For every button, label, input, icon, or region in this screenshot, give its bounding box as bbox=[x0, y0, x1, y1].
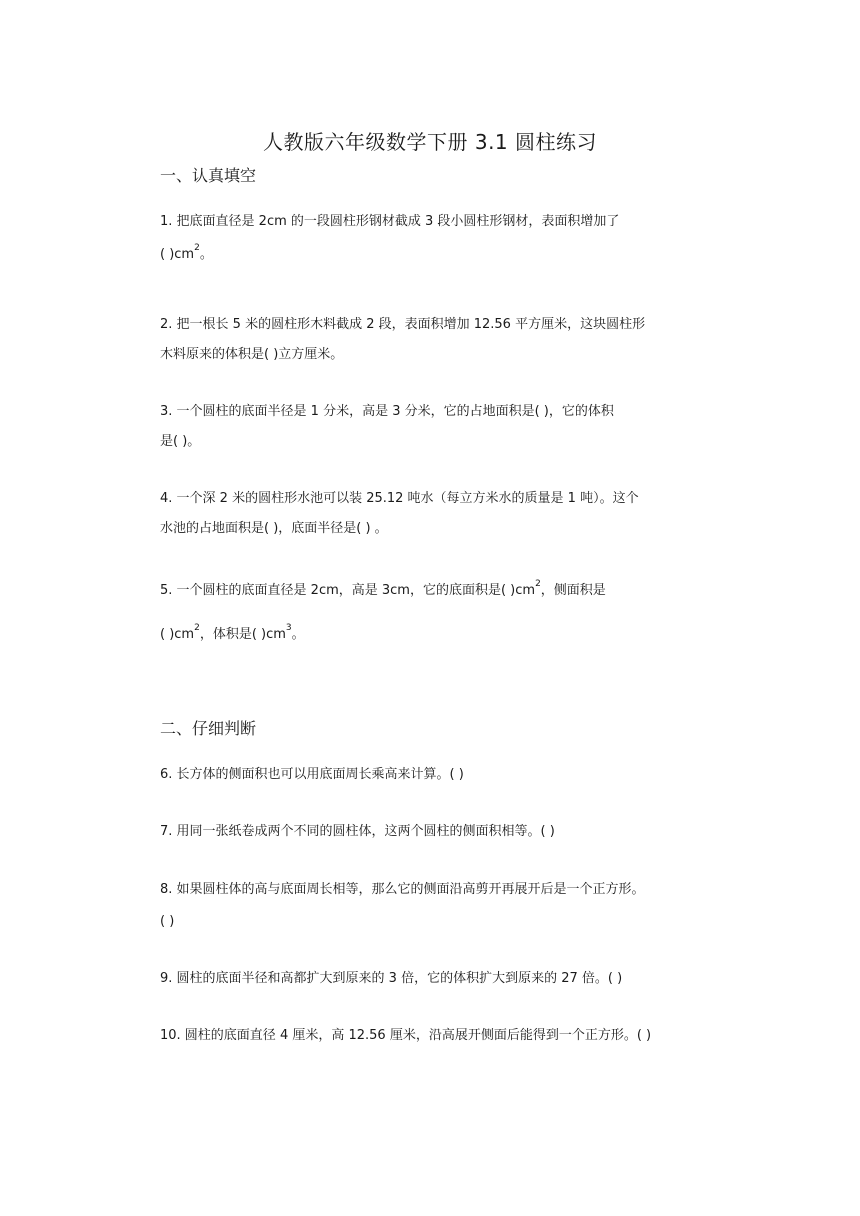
question-5-text-b: ，侧面积是 bbox=[540, 583, 606, 598]
superscript: 2 bbox=[194, 243, 200, 253]
question-5-text-c: ( )cm bbox=[160, 627, 195, 642]
question-6-line-1: 6. 长方体的侧面积也可以用底面周长乘高来计算。( ) bbox=[160, 767, 464, 782]
question-9-line-1: 9. 圆柱的底面半径和高都扩大到原来的 3 倍，它的体积扩大到原来的 27 倍。( ) bbox=[160, 971, 623, 986]
section-heading-judge: 二、仔细判断 bbox=[160, 719, 257, 738]
question-8-line-2: ( ) bbox=[160, 914, 175, 929]
punctuation: 。 bbox=[199, 247, 213, 262]
section-heading-fill-in: 一、认真填空 bbox=[160, 166, 257, 185]
question-7-line-1: 7. 用同一张纸卷成两个不同的圆柱体，这两个圆柱的侧面积相等。( ) bbox=[160, 824, 555, 839]
question-4-line-1: 4. 一个深 2 米的圆柱形水池可以装 25.12 吨水（每立方米水的质量是 1 吨）。这个 bbox=[160, 491, 639, 506]
page-title: 人教版六年级数学下册 3.1 圆柱练习 bbox=[262, 130, 598, 154]
question-5-text-d: ，体积是( )cm bbox=[199, 627, 286, 642]
question-5-line-2 bbox=[160, 623, 305, 642]
superscript: 2 bbox=[194, 623, 200, 633]
superscript: 2 bbox=[535, 579, 541, 589]
question-2-line-1: 2. 把一根长 5 米的圆柱形木料截成 2 段，表面积增加 12.56 平方厘米，这块圆柱形 bbox=[160, 317, 646, 332]
question-2-line-2: 木料原来的体积是( )立方厘米。 bbox=[160, 347, 344, 362]
superscript: 3 bbox=[285, 623, 292, 633]
question-5-line-1 bbox=[160, 579, 606, 598]
question-1-line-1: 1. 把底面直径是 2cm 的一段圆柱形钢材截成 3 段小圆柱形钢材，表面积增加了 bbox=[160, 214, 620, 229]
question-1-line-2 bbox=[160, 243, 213, 262]
punctuation: 。 bbox=[291, 627, 305, 642]
question-8-line-1: 8. 如果圆柱体的高与底面周长相等，那么它的侧面沿高剪开再展开后是一个正方形。 bbox=[160, 882, 645, 897]
answer-blank-text: ( )cm bbox=[160, 247, 195, 262]
question-3-line-2: 是( )。 bbox=[160, 434, 201, 449]
question-3-line-1: 3. 一个圆柱的底面半径是 1 分米，高是 3 分米，它的占地面积是( )，它的体积 bbox=[160, 404, 614, 419]
question-10-line-1: 10. 圆柱的底面直径 4 厘米，高 12.56 厘米，沿高展开侧面后能得到一个正方形。( ) bbox=[160, 1028, 652, 1043]
question-5-text-a: 5. 一个圆柱的底面直径是 2cm，高是 3cm，它的底面积是( )cm bbox=[160, 583, 536, 598]
question-4-line-2: 水池的占地面积是( )，底面半径是( ) 。 bbox=[160, 521, 388, 536]
